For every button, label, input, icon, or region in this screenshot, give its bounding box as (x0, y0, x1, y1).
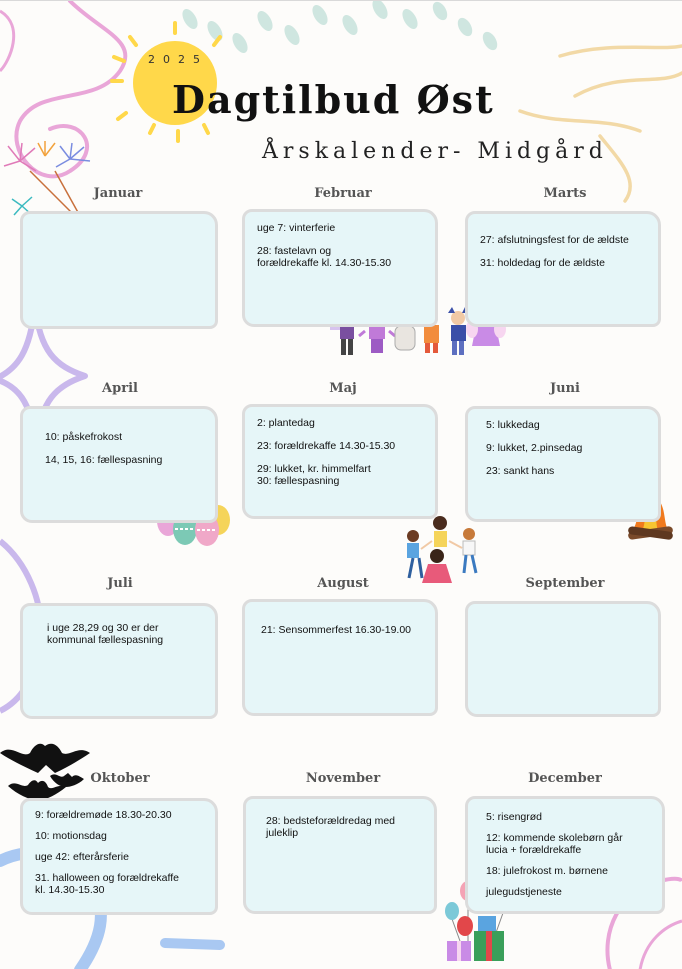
month-box-marts (465, 211, 661, 327)
month-name-april: April (102, 381, 138, 396)
month-name-juli: Juli (107, 576, 133, 591)
event-item: 27: afslutningsfest for de ældste (480, 234, 629, 246)
month-name-november: November (305, 771, 381, 786)
event-item: 31. halloween og forældrekaffe kl. 14.30-15.30 (35, 872, 179, 896)
event-item: 9: lukket, 2.pinsedag (486, 442, 583, 454)
event-item: 21: Sensommerfest 16.30-19.00 (261, 624, 412, 636)
month-box-december (465, 796, 665, 914)
fireworks-icon (4, 141, 90, 216)
gold-line-decoration (520, 46, 682, 201)
event-item: 2: plantedag (257, 417, 315, 429)
event-item: uge 42: efterårsferie (35, 851, 129, 863)
event-item: 5: risengrød (486, 811, 543, 823)
page-title: Dagtilbud Øst (172, 77, 495, 122)
event-item: 28: bedsteforældredag med juleklip (266, 815, 395, 839)
month-name-februar: Februar (314, 186, 372, 201)
month-box-juni (465, 406, 661, 522)
month-name-august: August (317, 576, 369, 591)
month-box-november (243, 796, 437, 914)
month-name-september: September (525, 576, 605, 591)
month-name-marts: Marts (543, 186, 587, 201)
event-item: 14, 15, 16: fællespasning (45, 454, 163, 466)
event-item: 18: julefrokost m. børnene (486, 865, 608, 877)
event-item: uge 7: vinterferie (257, 222, 336, 234)
teal-dots-decoration (179, 1, 500, 56)
event-item: 29: lukket, kr. himmelfart 30: fællespasning (257, 463, 371, 487)
event-item: i uge 28,29 og 30 er der kommunal fællespasning (47, 622, 164, 646)
month-box-oktober (20, 798, 218, 915)
month-box-september (465, 601, 661, 717)
event-item: 10: motionsdag (35, 830, 107, 842)
month-box-februar (242, 209, 438, 327)
month-box-januar (20, 211, 218, 329)
event-item: 10: påskefrokost (45, 431, 123, 443)
month-name-oktober: Oktober (90, 771, 150, 786)
event-item: 23: sankt hans (486, 465, 555, 477)
month-box-maj (242, 404, 438, 519)
month-box-august (242, 599, 438, 716)
year-label: 2025 (148, 53, 208, 66)
event-item: 12: kommende skolebørn går lucia + forældrekaffe (486, 832, 623, 856)
dancing-children-illustration (407, 516, 476, 583)
event-item: 31: holdedag for de ældste (480, 257, 605, 269)
event-item: 5: lukkedag (486, 419, 540, 431)
month-name-januar: Januar (93, 186, 143, 201)
event-item: 9: forældremøde 18.30-20.30 (35, 809, 172, 821)
month-name-juni: Juni (550, 381, 580, 396)
page-subtitle: Årskalender- Midgård (262, 139, 608, 164)
month-box-april (20, 406, 218, 523)
month-box-juli (20, 603, 218, 719)
event-item: julegudstjeneste (486, 886, 562, 898)
event-item: 28: fastelavn og forældrekaffe kl. 14.30-15.30 (257, 245, 392, 269)
month-name-december: December (528, 771, 602, 786)
event-item: 23: forældrekaffe 14.30-15.30 (257, 440, 396, 452)
month-name-maj: Maj (329, 381, 357, 396)
